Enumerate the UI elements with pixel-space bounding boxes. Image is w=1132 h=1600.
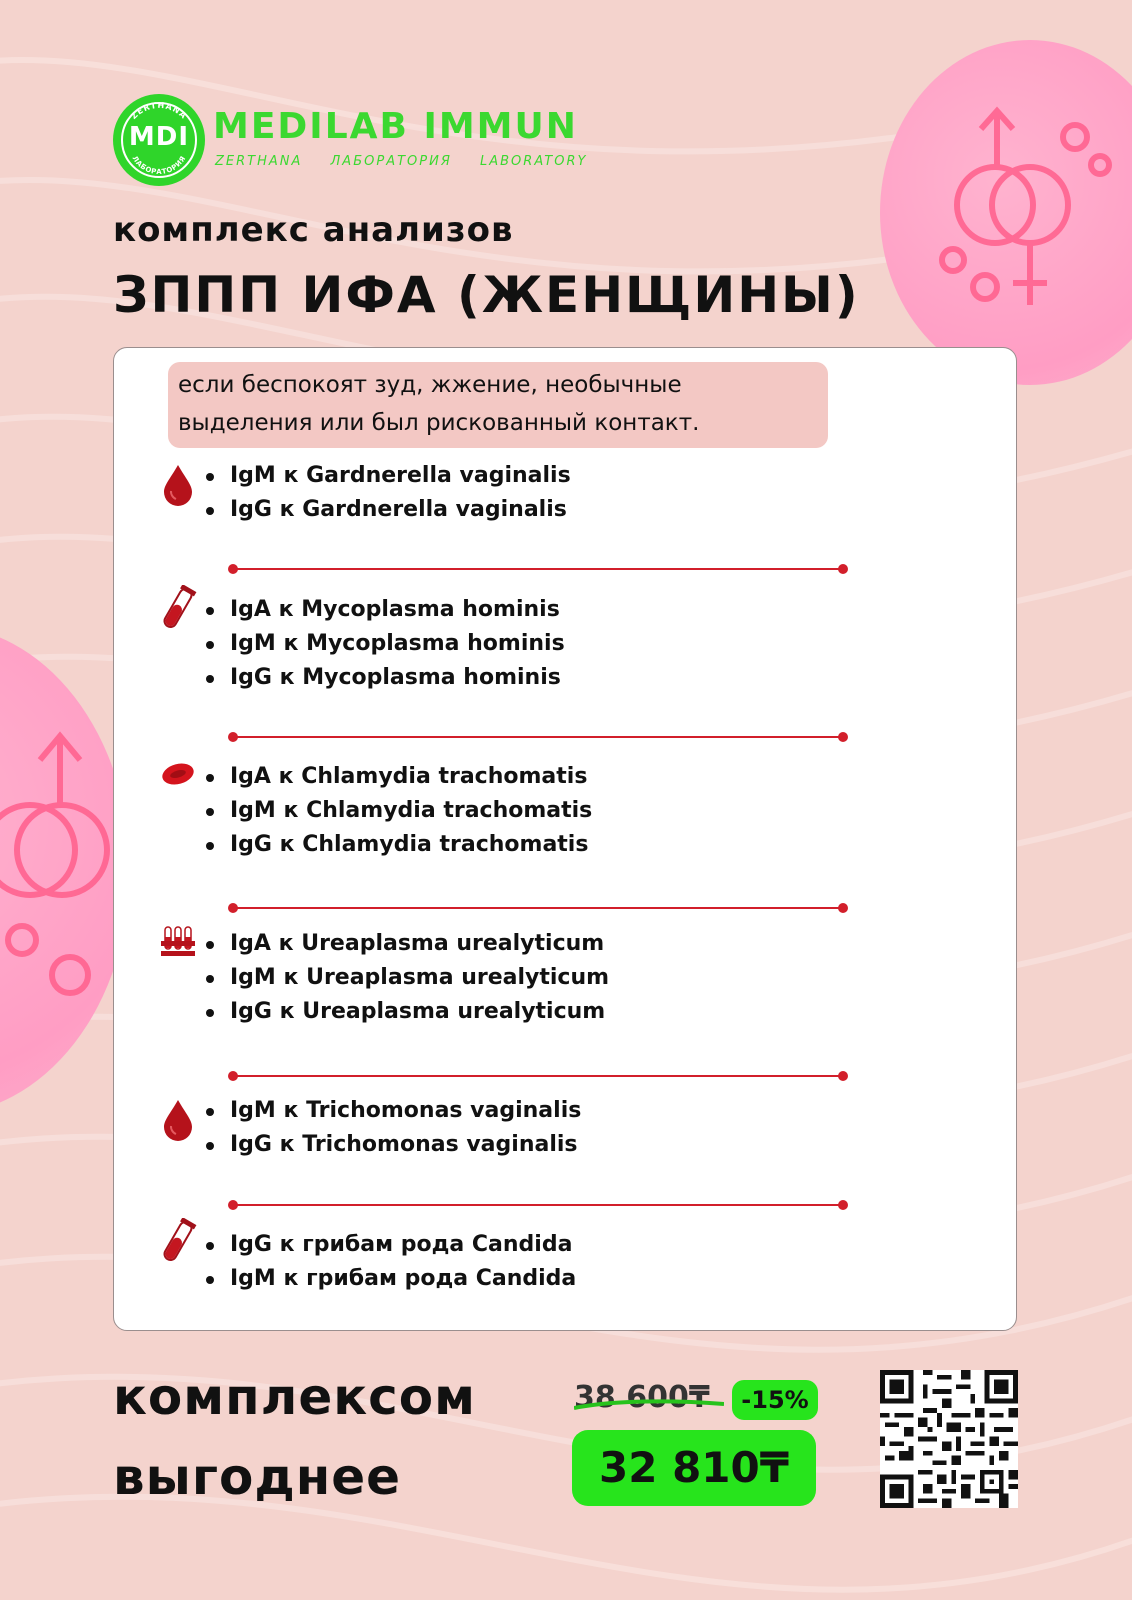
test-tube-rack-icon: [158, 923, 198, 969]
blood-drop-icon: [158, 461, 198, 507]
logo-mark-text: MDI: [128, 122, 190, 152]
test-item: IgM к Mycoplasma hominis: [204, 627, 565, 661]
blood-drop-icon: [158, 1096, 198, 1142]
test-item: IgG к Chlamydia trachomatis: [204, 828, 592, 862]
test-item: IgM к Gardnerella vaginalis: [204, 459, 571, 493]
new-price: 32 810₸: [572, 1430, 816, 1506]
test-item: IgM к грибам рода Candida: [204, 1262, 576, 1296]
page-subtitle: комплекс анализов: [113, 210, 514, 250]
gender-symbols-left-icon: [0, 700, 125, 1030]
intro-line-2: выделения или был рискованный контакт.: [178, 410, 700, 436]
test-item: IgG к грибам рода Candida: [204, 1228, 576, 1262]
brand-subtitle-1: ZERTHANA: [215, 154, 303, 169]
logo-ring-bottom: ЛАБОРАТОРИЯ: [130, 154, 188, 177]
test-item: IgM к Trichomonas vaginalis: [204, 1094, 581, 1128]
intro-highlight: [168, 362, 828, 448]
logo-mark: [113, 94, 205, 186]
test-tube-icon: [158, 585, 198, 631]
red-blood-cell-icon: [158, 754, 198, 800]
gender-symbols-icon: [925, 95, 1132, 330]
svg-text:ЛАБОРАТОРИЯ: [130, 154, 187, 176]
old-price: 38 600₸: [574, 1380, 710, 1415]
test-item: IgG к Ureaplasma urealyticum: [204, 995, 609, 1029]
promo-line-2: выгоднее: [113, 1448, 402, 1506]
test-item: IgG к Mycoplasma hominis: [204, 661, 565, 695]
group-divider: [228, 731, 848, 743]
group-divider: [228, 563, 848, 575]
qr-code[interactable]: [880, 1370, 1018, 1508]
brand-name: MEDILAB IMMUN: [213, 106, 578, 147]
group-divider: [228, 1070, 848, 1082]
test-item: IgG к Trichomonas vaginalis: [204, 1128, 581, 1162]
group-divider: [228, 1199, 848, 1211]
test-item: IgA к Ureaplasma urealyticum: [204, 927, 609, 961]
test-item: IgM к Ureaplasma urealyticum: [204, 961, 609, 995]
test-item: IgG к Gardnerella vaginalis: [204, 493, 571, 527]
brand-subtitle-2: ЛАБОРАТОРИЯ: [330, 154, 452, 169]
discount-badge: -15%: [732, 1380, 818, 1420]
test-item: IgA к Chlamydia trachomatis: [204, 760, 592, 794]
test-item: IgM к Chlamydia trachomatis: [204, 794, 592, 828]
logo-ring-top: ZERTHANA: [129, 100, 189, 121]
svg-text:ZERTHANA: [129, 101, 188, 121]
brand-subtitle-3: LABORATORY: [480, 154, 588, 169]
brand-logo: [113, 94, 653, 194]
promo-line-1: комплексом: [113, 1368, 477, 1426]
brand-subtitle: [215, 154, 609, 169]
test-item: IgA к Mycoplasma hominis: [204, 593, 565, 627]
intro-line-1: если беспокоят зуд, жжение, необычные: [178, 372, 682, 398]
group-divider: [228, 902, 848, 914]
old-price-strike: [574, 1398, 724, 1412]
test-tube-icon: [158, 1218, 198, 1264]
page-title: ЗППП ИФА (ЖЕНЩИНЫ): [113, 266, 860, 324]
